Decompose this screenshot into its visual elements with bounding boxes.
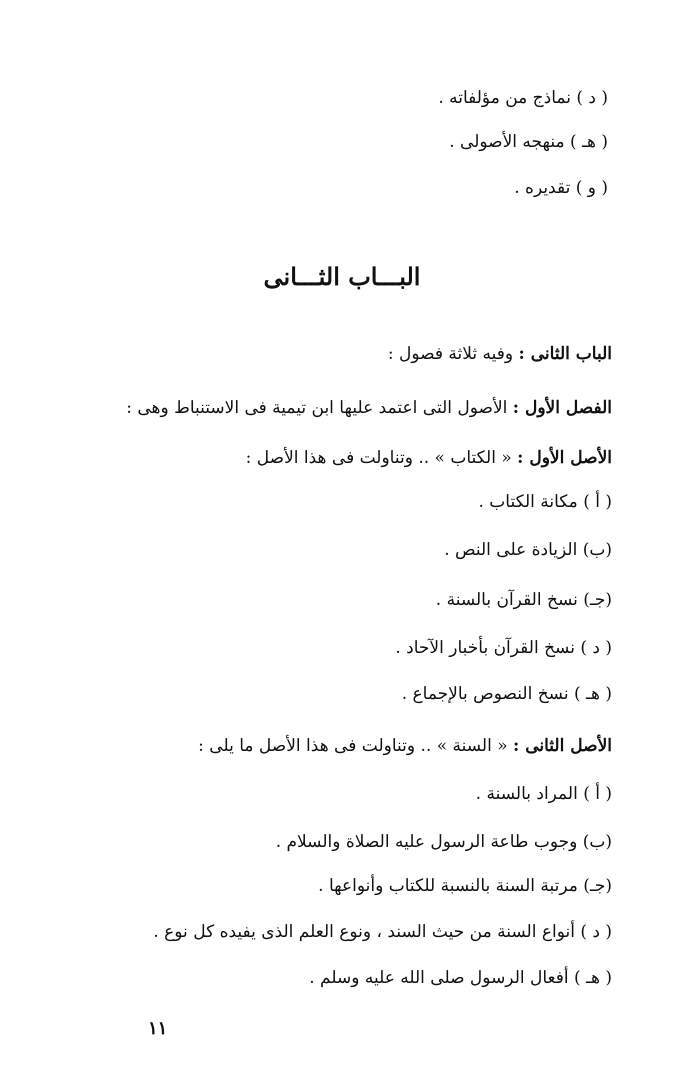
principle-two-item-b: (ب) وجوب طاعة الرسول عليه الصلاة والسلام .: [275, 832, 612, 852]
principle-one-item-h: ( هـ ) نسخ النصوص بالإجماع .: [401, 684, 612, 704]
chapter-heading: البـــاب الثـــانى: [263, 262, 421, 291]
principle-two-item-a: ( أ ) المراد بالسنة .: [475, 784, 612, 804]
top-item-h: ( هـ ) منهجه الأصولى .: [449, 132, 608, 152]
chapter-intro: [388, 342, 612, 366]
top-item-w: ( و ) تقديره .: [514, 178, 608, 198]
principle-one-text: « الكتاب » .. وتناولت فى هذا الأصل :: [245, 448, 518, 468]
principle-one-item-d: ( د ) نسخ القرآن بأخبار الآحاد .: [395, 638, 612, 658]
principle-two-item-h: ( هـ ) أفعال الرسول صلى الله عليه وسلم .: [309, 968, 612, 988]
chapter-intro-text: وفيه ثلاثة فصول :: [387, 344, 519, 364]
section-one: [126, 396, 612, 420]
principle-two-text: « السنة » .. وتناولت فى هذا الأصل ما يلى :: [198, 736, 514, 756]
principle-one-item-j: (جـ) نسخ القرآن بالسنة .: [435, 590, 612, 610]
section-one-text: الأصول التى اعتمد عليها ابن تيمية فى الاستنباط وهى :: [126, 398, 513, 418]
principle-two-label: الأصل الثانى :: [513, 736, 612, 756]
principle-two-item-d: ( د ) أنواع السنة من حيث السند ، ونوع العلم الذى يفيده كل نوع .: [153, 922, 612, 942]
principle-one-label: الأصل الأول :: [517, 448, 612, 468]
section-one-label: الفصل الأول :: [512, 398, 612, 418]
principle-one-item-a: ( أ ) مكانة الكتاب .: [478, 492, 612, 512]
principle-two-item-j: (جـ) مرتبة السنة بالنسبة للكتاب وأنواعها .: [318, 876, 612, 896]
chapter-intro-label: الباب الثانى :: [518, 344, 612, 364]
principle-two: [198, 734, 612, 758]
principle-one-item-b: (ب) الزيادة على النص .: [444, 540, 612, 560]
top-item-d: ( د ) نماذج من مؤلفاته .: [438, 88, 608, 108]
page-number: ١١: [148, 1018, 168, 1039]
principle-one: [246, 446, 612, 470]
